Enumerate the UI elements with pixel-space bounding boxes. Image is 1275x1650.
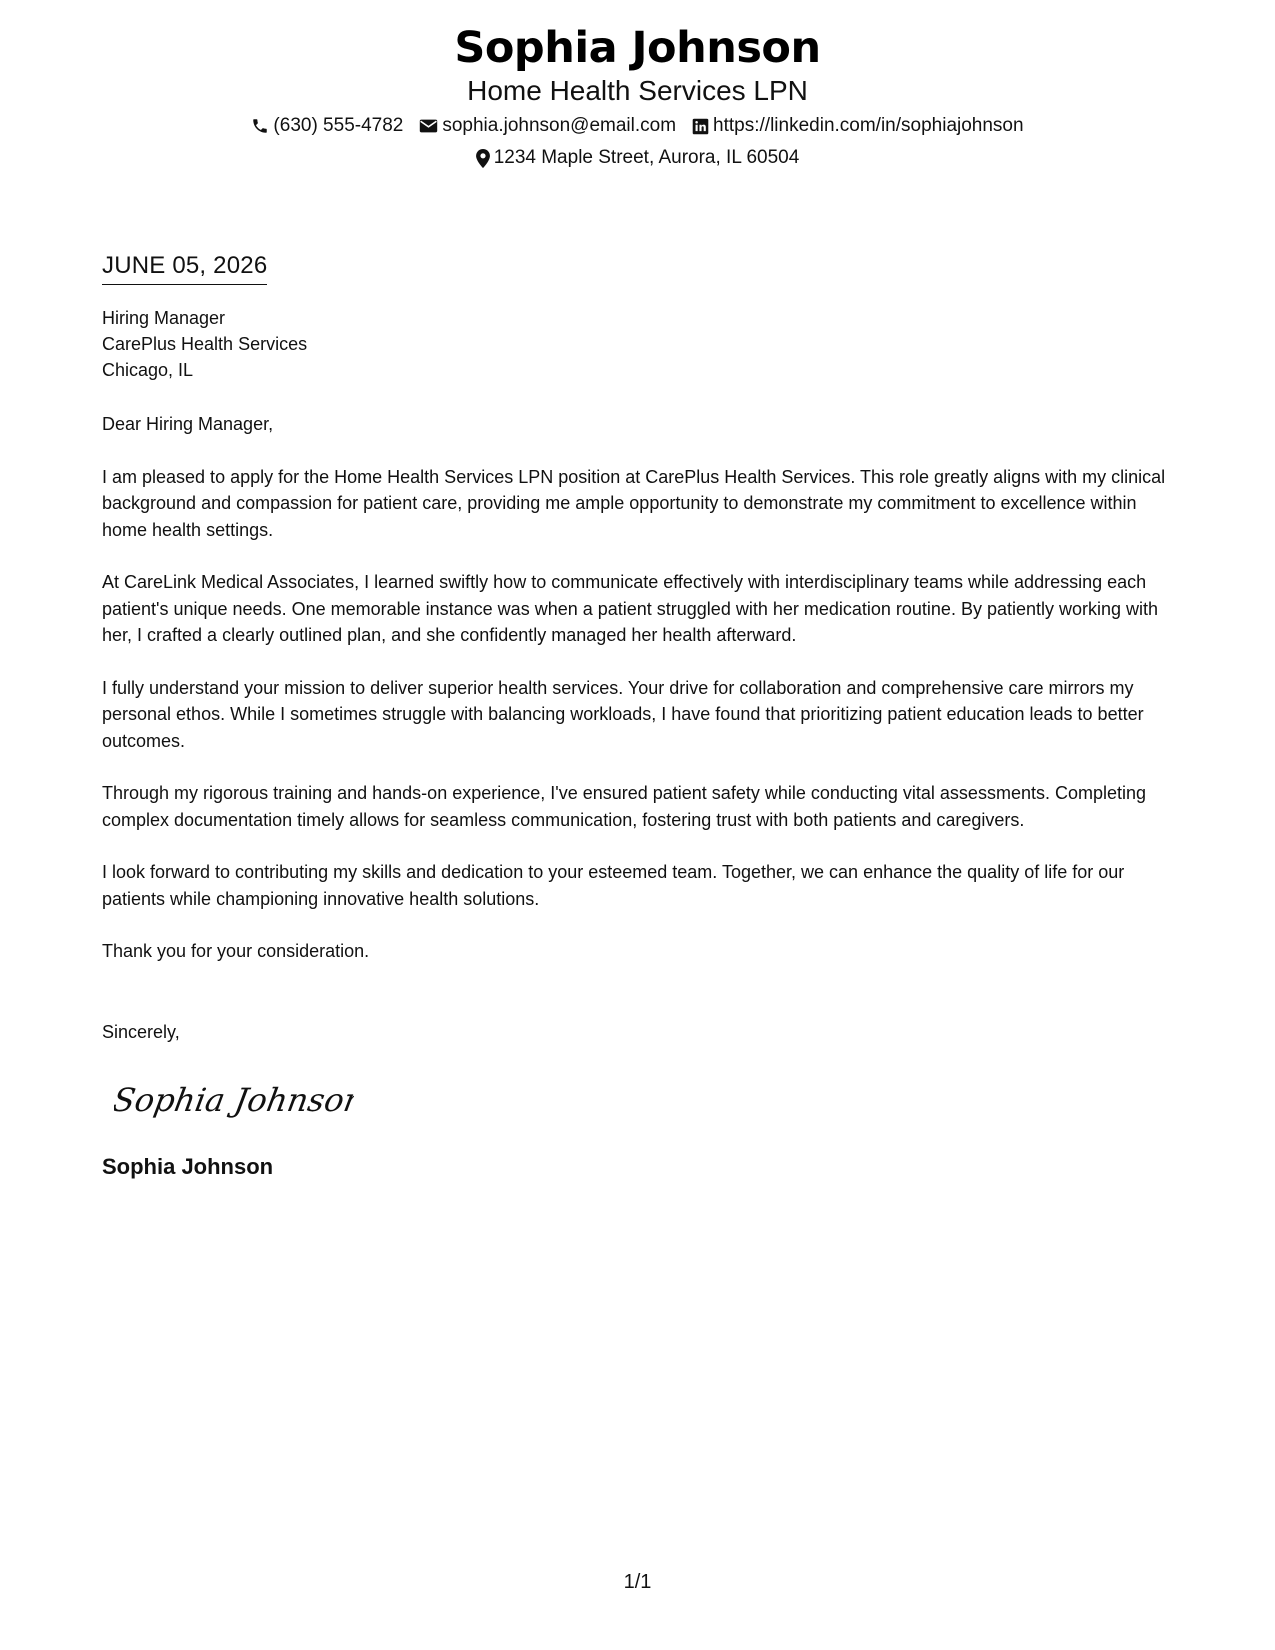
letter-header <box>0 22 1275 170</box>
contact-phone <box>251 114 403 138</box>
closing: Sincerely, <box>102 1021 180 1042</box>
signed-name: Sophia Johnson <box>102 1153 274 1179</box>
phone-number: (630) 555-4782 <box>273 115 404 136</box>
letter-date: JUNE 05, 2026 <box>102 250 267 285</box>
salutation: Dear Hiring Manager, <box>102 414 274 434</box>
address-row <box>0 146 1275 170</box>
contact-linkedin <box>692 114 1024 138</box>
recipient-line: Chicago, IL <box>102 360 194 380</box>
body-paragraph: I look forward to contributing my skills and dedication to your esteemed team. Together, we can enhance the quality of life for our patients while championing innovative health solutions. <box>102 862 1125 909</box>
map-pin-icon <box>476 149 490 168</box>
body-paragraph: I am pleased to apply for the Home Health Services LPN position at CarePlus Health Services. This role greatly aligns with my clinical background and compassion for patient care, providing me ample opportunity to demonstrate my commitment to excellence within home health settings. <box>102 466 1166 540</box>
page-number: 1/1 <box>623 1571 652 1593</box>
recipient-line: Hiring Manager <box>102 308 226 328</box>
phone-icon <box>251 117 269 135</box>
recipient-line: CarePlus Health Services <box>102 334 308 354</box>
applicant-name: Sophia Johnson <box>454 23 821 73</box>
signature-text: Sophia Johnson <box>114 1081 354 1119</box>
contact-email <box>419 114 676 138</box>
body-paragraph: Through my rigorous training and hands-on experience, I've ensured patient safety while conducting vital assessments. Completing complex documentation timely allows for seamless communication, fostering trust with both patients and caregivers. <box>102 783 1147 830</box>
letter-body <box>102 250 1172 1181</box>
signature-image <box>114 1073 1172 1133</box>
body-paragraph: I fully understand your mission to deliver superior health services. Your drive for collaboration and comprehensive care mirrors my personal ethos. While I sometimes struggle with balancing workloads, I have found that prioritizing patient education leads to better outcomes. <box>102 677 1144 751</box>
envelope-icon <box>419 118 438 134</box>
job-title: Home Health Services LPN <box>467 75 808 106</box>
body-paragraph: Thank you for your consideration. <box>102 941 370 961</box>
street-address: 1234 Maple Street, Aurora, IL 60504 <box>493 147 800 168</box>
body-paragraph: At CareLink Medical Associates, I learned swiftly how to communicate effectively with interdisciplinary teams while addressing each patient's unique needs. One memorable instance was when a patient struggled with her medication routine. By patiently working with her, I crafted a clearly outlined plan, and she confidently managed her health afterward. <box>102 572 1159 645</box>
email-address: sophia.johnson@email.com <box>442 115 677 136</box>
linkedin-url: https://linkedin.com/in/sophiajohnson <box>713 115 1024 136</box>
contact-address <box>476 146 800 170</box>
contact-row <box>0 114 1275 138</box>
recipient-block <box>102 305 1172 383</box>
linkedin-icon <box>692 118 709 135</box>
